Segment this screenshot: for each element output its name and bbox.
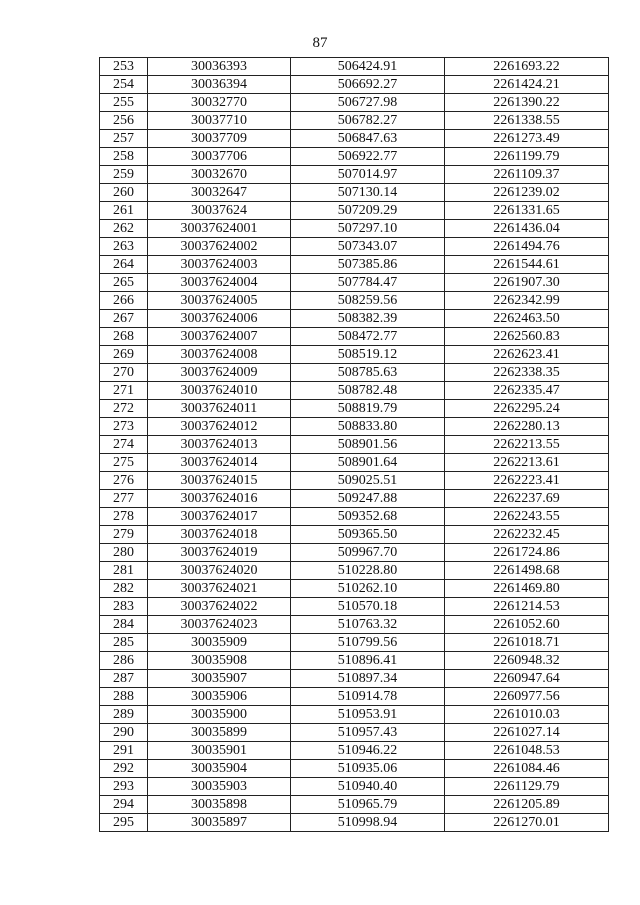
table-row: [100, 238, 609, 256]
point-id-cell: 30037624005: [148, 292, 291, 310]
point-id-cell: 30036393: [148, 58, 291, 76]
x-coordinate-cell: 509365.50: [291, 526, 445, 544]
y-coordinate-cell: 2262213.55: [445, 436, 609, 454]
y-coordinate-cell: 2261270.01: [445, 814, 609, 832]
point-index-cell: 273: [100, 418, 148, 436]
x-coordinate-cell: 510262.10: [291, 580, 445, 598]
x-coordinate-cell: 507385.86: [291, 256, 445, 274]
point-index-cell: 262: [100, 220, 148, 238]
x-coordinate-cell: 510953.91: [291, 706, 445, 724]
table-row: [100, 706, 609, 724]
point-index-cell: 275: [100, 454, 148, 472]
point-id-cell: 30037624016: [148, 490, 291, 508]
point-id-cell: 30037624007: [148, 328, 291, 346]
point-index-cell: 274: [100, 436, 148, 454]
point-id-cell: 30035909: [148, 634, 291, 652]
table-row: [100, 148, 609, 166]
y-coordinate-cell: 2262223.41: [445, 472, 609, 490]
table-row: [100, 256, 609, 274]
y-coordinate-cell: 2261109.37: [445, 166, 609, 184]
y-coordinate-cell: 2261693.22: [445, 58, 609, 76]
y-coordinate-cell: 2261048.53: [445, 742, 609, 760]
x-coordinate-cell: 506692.27: [291, 76, 445, 94]
table-row: [100, 778, 609, 796]
table-row: [100, 814, 609, 832]
table-row: [100, 724, 609, 742]
x-coordinate-cell: 508519.12: [291, 346, 445, 364]
point-id-cell: 30035904: [148, 760, 291, 778]
point-id-cell: 30037624018: [148, 526, 291, 544]
point-index-cell: 258: [100, 148, 148, 166]
point-id-cell: 30035908: [148, 652, 291, 670]
point-index-cell: 281: [100, 562, 148, 580]
point-index-cell: 277: [100, 490, 148, 508]
point-index-cell: 269: [100, 346, 148, 364]
point-id-cell: 30037624019: [148, 544, 291, 562]
point-id-cell: 30037624002: [148, 238, 291, 256]
x-coordinate-cell: 510897.34: [291, 670, 445, 688]
point-index-cell: 289: [100, 706, 148, 724]
point-id-cell: 30037624013: [148, 436, 291, 454]
point-index-cell: 286: [100, 652, 148, 670]
point-index-cell: 280: [100, 544, 148, 562]
y-coordinate-cell: 2262342.99: [445, 292, 609, 310]
point-id-cell: 30037624003: [148, 256, 291, 274]
table-row: [100, 436, 609, 454]
y-coordinate-cell: 2262623.41: [445, 346, 609, 364]
point-id-cell: 30035897: [148, 814, 291, 832]
y-coordinate-cell: 2261273.49: [445, 130, 609, 148]
point-id-cell: 30035907: [148, 670, 291, 688]
point-index-cell: 257: [100, 130, 148, 148]
table-row: [100, 58, 609, 76]
y-coordinate-cell: 2262463.50: [445, 310, 609, 328]
y-coordinate-cell: 2262295.24: [445, 400, 609, 418]
y-coordinate-cell: 2261010.03: [445, 706, 609, 724]
y-coordinate-cell: 2261907.30: [445, 274, 609, 292]
point-id-cell: 30037624011: [148, 400, 291, 418]
y-coordinate-cell: 2261129.79: [445, 778, 609, 796]
point-index-cell: 283: [100, 598, 148, 616]
x-coordinate-cell: 508901.64: [291, 454, 445, 472]
y-coordinate-cell: 2261469.80: [445, 580, 609, 598]
y-coordinate-cell: 2261436.04: [445, 220, 609, 238]
y-coordinate-cell: 2261052.60: [445, 616, 609, 634]
point-index-cell: 264: [100, 256, 148, 274]
table-row: [100, 508, 609, 526]
point-index-cell: 259: [100, 166, 148, 184]
point-index-cell: 263: [100, 238, 148, 256]
point-index-cell: 290: [100, 724, 148, 742]
table-row: [100, 562, 609, 580]
table-row: [100, 76, 609, 94]
x-coordinate-cell: 510940.40: [291, 778, 445, 796]
table-row: [100, 544, 609, 562]
y-coordinate-cell: 2261494.76: [445, 238, 609, 256]
y-coordinate-cell: 2262213.61: [445, 454, 609, 472]
y-coordinate-cell: 2261498.68: [445, 562, 609, 580]
y-coordinate-cell: 2262280.13: [445, 418, 609, 436]
point-id-cell: 30037624009: [148, 364, 291, 382]
point-id-cell: 30035900: [148, 706, 291, 724]
y-coordinate-cell: 2262338.35: [445, 364, 609, 382]
point-id-cell: 30037624023: [148, 616, 291, 634]
table-row: [100, 418, 609, 436]
table-row: [100, 688, 609, 706]
table-row: [100, 616, 609, 634]
y-coordinate-cell: 2261084.46: [445, 760, 609, 778]
y-coordinate-cell: 2262335.47: [445, 382, 609, 400]
point-index-cell: 268: [100, 328, 148, 346]
point-index-cell: 272: [100, 400, 148, 418]
point-index-cell: 294: [100, 796, 148, 814]
x-coordinate-cell: 510799.56: [291, 634, 445, 652]
x-coordinate-cell: 506847.63: [291, 130, 445, 148]
table-row: [100, 112, 609, 130]
x-coordinate-cell: 508785.63: [291, 364, 445, 382]
x-coordinate-cell: 507130.14: [291, 184, 445, 202]
y-coordinate-cell: 2260977.56: [445, 688, 609, 706]
table-row: [100, 634, 609, 652]
point-index-cell: 291: [100, 742, 148, 760]
point-index-cell: 253: [100, 58, 148, 76]
table-row: [100, 220, 609, 238]
point-index-cell: 270: [100, 364, 148, 382]
point-index-cell: 293: [100, 778, 148, 796]
table-row: [100, 526, 609, 544]
point-id-cell: 30032647: [148, 184, 291, 202]
point-index-cell: 282: [100, 580, 148, 598]
table-row: [100, 328, 609, 346]
point-id-cell: 30037709: [148, 130, 291, 148]
y-coordinate-cell: 2261027.14: [445, 724, 609, 742]
point-id-cell: 30037624017: [148, 508, 291, 526]
x-coordinate-cell: 507784.47: [291, 274, 445, 292]
table-row: [100, 292, 609, 310]
x-coordinate-cell: 510763.32: [291, 616, 445, 634]
y-coordinate-cell: 2261338.55: [445, 112, 609, 130]
x-coordinate-cell: 509967.70: [291, 544, 445, 562]
x-coordinate-cell: 510228.80: [291, 562, 445, 580]
point-index-cell: 266: [100, 292, 148, 310]
table-row: [100, 364, 609, 382]
y-coordinate-cell: 2261424.21: [445, 76, 609, 94]
x-coordinate-cell: 508472.77: [291, 328, 445, 346]
table-row: [100, 580, 609, 598]
table-row: [100, 598, 609, 616]
point-index-cell: 279: [100, 526, 148, 544]
x-coordinate-cell: 508819.79: [291, 400, 445, 418]
point-id-cell: 30036394: [148, 76, 291, 94]
x-coordinate-cell: 508382.39: [291, 310, 445, 328]
point-id-cell: 30037624001: [148, 220, 291, 238]
point-id-cell: 30037624012: [148, 418, 291, 436]
table-body: [100, 58, 609, 832]
point-id-cell: 30035903: [148, 778, 291, 796]
y-coordinate-cell: 2262560.83: [445, 328, 609, 346]
point-id-cell: 30035901: [148, 742, 291, 760]
y-coordinate-cell: 2261018.71: [445, 634, 609, 652]
point-index-cell: 278: [100, 508, 148, 526]
x-coordinate-cell: 506727.98: [291, 94, 445, 112]
point-id-cell: 30032770: [148, 94, 291, 112]
y-coordinate-cell: 2261331.65: [445, 202, 609, 220]
y-coordinate-cell: 2260947.64: [445, 670, 609, 688]
point-index-cell: 255: [100, 94, 148, 112]
point-index-cell: 267: [100, 310, 148, 328]
point-index-cell: 265: [100, 274, 148, 292]
x-coordinate-cell: 507297.10: [291, 220, 445, 238]
table-row: [100, 382, 609, 400]
x-coordinate-cell: 510935.06: [291, 760, 445, 778]
point-index-cell: 261: [100, 202, 148, 220]
point-id-cell: 30037706: [148, 148, 291, 166]
y-coordinate-cell: 2261205.89: [445, 796, 609, 814]
point-index-cell: 287: [100, 670, 148, 688]
point-id-cell: 30037624: [148, 202, 291, 220]
x-coordinate-cell: 509352.68: [291, 508, 445, 526]
x-coordinate-cell: 510914.78: [291, 688, 445, 706]
x-coordinate-cell: 509025.51: [291, 472, 445, 490]
point-id-cell: 30035899: [148, 724, 291, 742]
table-row: [100, 760, 609, 778]
point-index-cell: 295: [100, 814, 148, 832]
point-id-cell: 30035906: [148, 688, 291, 706]
x-coordinate-cell: 510946.22: [291, 742, 445, 760]
point-id-cell: 30037624015: [148, 472, 291, 490]
point-id-cell: 30037624006: [148, 310, 291, 328]
point-id-cell: 30035898: [148, 796, 291, 814]
page-number: 87: [312, 35, 328, 51]
y-coordinate-cell: 2261544.61: [445, 256, 609, 274]
point-index-cell: 256: [100, 112, 148, 130]
y-coordinate-cell: 2262243.55: [445, 508, 609, 526]
x-coordinate-cell: 510998.94: [291, 814, 445, 832]
table-row: [100, 202, 609, 220]
point-index-cell: 276: [100, 472, 148, 490]
table-row: [100, 94, 609, 112]
table-row: [100, 166, 609, 184]
table-row: [100, 796, 609, 814]
table-row: [100, 742, 609, 760]
y-coordinate-cell: 2262232.45: [445, 526, 609, 544]
coordinates-table: [99, 57, 609, 832]
point-id-cell: 30037624010: [148, 382, 291, 400]
point-id-cell: 30037624020: [148, 562, 291, 580]
x-coordinate-cell: 506922.77: [291, 148, 445, 166]
table-row: [100, 310, 609, 328]
point-id-cell: 30037624022: [148, 598, 291, 616]
x-coordinate-cell: 508901.56: [291, 436, 445, 454]
point-id-cell: 30037710: [148, 112, 291, 130]
y-coordinate-cell: 2261390.22: [445, 94, 609, 112]
point-index-cell: 284: [100, 616, 148, 634]
point-index-cell: 285: [100, 634, 148, 652]
x-coordinate-cell: 507014.97: [291, 166, 445, 184]
table-row: [100, 274, 609, 292]
x-coordinate-cell: 506782.27: [291, 112, 445, 130]
x-coordinate-cell: 509247.88: [291, 490, 445, 508]
x-coordinate-cell: 506424.91: [291, 58, 445, 76]
table-row: [100, 346, 609, 364]
point-index-cell: 271: [100, 382, 148, 400]
y-coordinate-cell: 2261214.53: [445, 598, 609, 616]
point-index-cell: 254: [100, 76, 148, 94]
x-coordinate-cell: 510896.41: [291, 652, 445, 670]
point-index-cell: 292: [100, 760, 148, 778]
table-row: [100, 400, 609, 418]
table-row: [100, 454, 609, 472]
point-id-cell: 30037624014: [148, 454, 291, 472]
point-id-cell: 30037624021: [148, 580, 291, 598]
x-coordinate-cell: 508782.48: [291, 382, 445, 400]
table-row: [100, 652, 609, 670]
y-coordinate-cell: 2260948.32: [445, 652, 609, 670]
y-coordinate-cell: 2262237.69: [445, 490, 609, 508]
y-coordinate-cell: 2261239.02: [445, 184, 609, 202]
y-coordinate-cell: 2261199.79: [445, 148, 609, 166]
x-coordinate-cell: 510965.79: [291, 796, 445, 814]
x-coordinate-cell: 507209.29: [291, 202, 445, 220]
point-index-cell: 288: [100, 688, 148, 706]
x-coordinate-cell: 508833.80: [291, 418, 445, 436]
point-id-cell: 30037624004: [148, 274, 291, 292]
table-row: [100, 490, 609, 508]
x-coordinate-cell: 508259.56: [291, 292, 445, 310]
point-id-cell: 30032670: [148, 166, 291, 184]
table-row: [100, 472, 609, 490]
x-coordinate-cell: 510570.18: [291, 598, 445, 616]
table-row: [100, 130, 609, 148]
y-coordinate-cell: 2261724.86: [445, 544, 609, 562]
table-row: [100, 184, 609, 202]
table-row: [100, 670, 609, 688]
point-index-cell: 260: [100, 184, 148, 202]
point-id-cell: 30037624008: [148, 346, 291, 364]
x-coordinate-cell: 510957.43: [291, 724, 445, 742]
x-coordinate-cell: 507343.07: [291, 238, 445, 256]
